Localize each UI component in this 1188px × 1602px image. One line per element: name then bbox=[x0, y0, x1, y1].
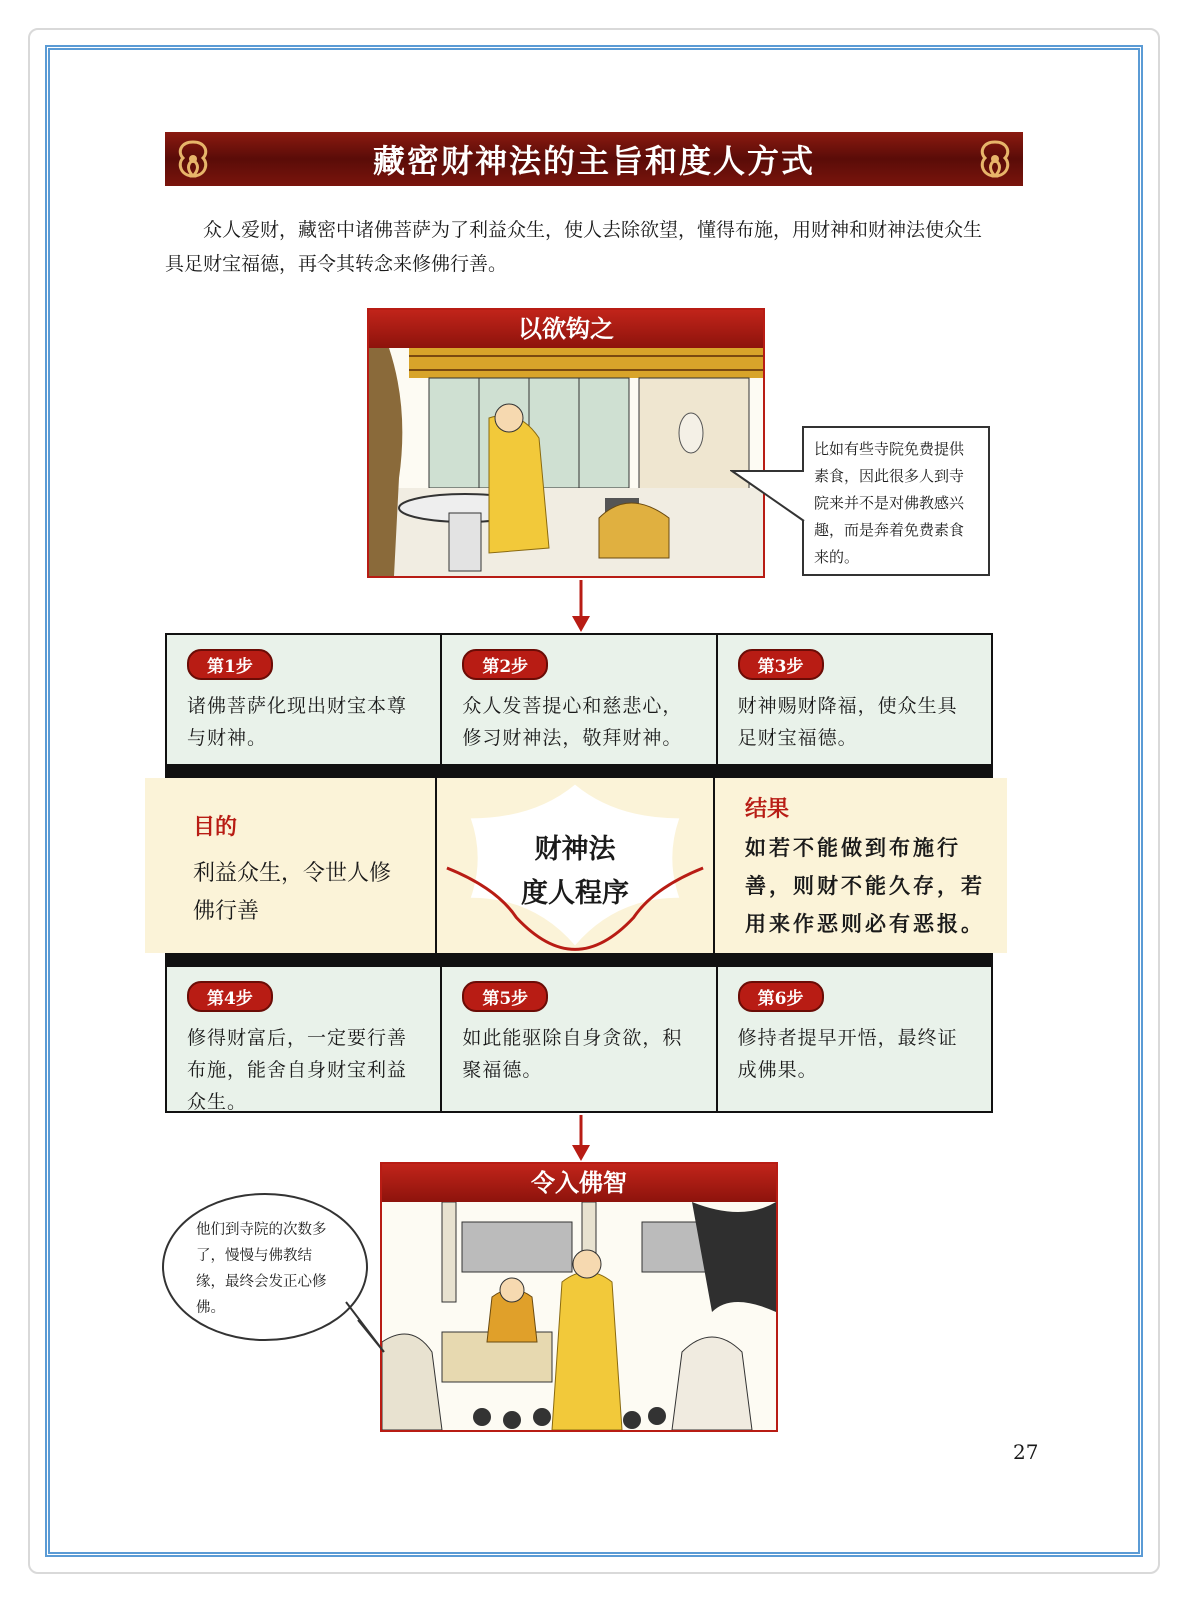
panel-top bbox=[367, 308, 765, 578]
step-text: 如此能驱除自身贪欲，积聚福德。 bbox=[462, 1027, 683, 1081]
step-badge: 第4步 bbox=[187, 981, 273, 1012]
cloud-ornament-icon bbox=[173, 138, 213, 180]
step-3 bbox=[718, 635, 991, 764]
center-diamond-block bbox=[435, 778, 715, 953]
step-6 bbox=[718, 967, 991, 1111]
purpose-heading: 目的 bbox=[193, 815, 238, 840]
arrow-down-icon bbox=[570, 580, 592, 632]
step-text: 众人发菩提心和慈悲心，修习财神法，敬拜财神。 bbox=[462, 695, 683, 749]
step-text: 修得财富后，一定要行善布施，能舍自身财宝利益众生。 bbox=[187, 1027, 408, 1113]
cloud-ornament-icon bbox=[975, 138, 1015, 180]
page-number: 27 bbox=[1013, 1440, 1039, 1464]
step-1 bbox=[167, 635, 442, 764]
intro-paragraph: 众人爱财，藏密中诸佛菩萨为了利益众生，使人去除欲望，懂得布施，用财神和财神法使众生具足财宝福德，再令其转念来修佛行善。 bbox=[165, 219, 983, 275]
speech-tail bbox=[340, 1300, 386, 1356]
panel-bottom-header: 令入佛智 bbox=[382, 1164, 776, 1202]
step-text: 财神赐财降福，使众生具足财宝福德。 bbox=[737, 695, 958, 749]
panel-bottom bbox=[380, 1162, 778, 1432]
callout-pointer bbox=[730, 465, 810, 525]
step-badge: 第2步 bbox=[462, 649, 548, 680]
step-2 bbox=[442, 635, 717, 764]
step-text: 诸佛菩萨化现出财宝本尊与财神。 bbox=[187, 695, 408, 749]
middle-band bbox=[145, 778, 1007, 953]
page-title: 藏密财神法的主旨和度人方式 bbox=[372, 142, 815, 180]
step-text: 修持者提早开悟，最终证成佛果。 bbox=[737, 1027, 958, 1081]
diamond-line-2: 度人程序 bbox=[521, 878, 629, 909]
panel-top-header: 以欲钩之 bbox=[369, 310, 763, 348]
diamond-line-1: 财神法 bbox=[534, 834, 616, 865]
diamond-label bbox=[437, 828, 713, 916]
step-badge: 第1步 bbox=[187, 649, 273, 680]
step-5 bbox=[442, 967, 717, 1111]
steps-row-top bbox=[165, 633, 993, 778]
result-heading: 结果 bbox=[745, 797, 790, 822]
steps-row-bottom bbox=[165, 953, 993, 1113]
result-text: 如若不能做到布施行善，则财不能久存，若用来作恶则必有恶报。 bbox=[745, 835, 985, 936]
title-banner bbox=[165, 132, 1023, 186]
callout-speech-bubble: 他们到寺院的次数多了，慢慢与佛教结缘，最终会发正心修佛。 bbox=[162, 1193, 368, 1341]
callout-free-food: 比如有些寺院免费提供素食，因此很多人到寺院来并不是对佛教感兴趣，而是奔着免费素食来的。 bbox=[802, 426, 990, 576]
arrow-down-icon bbox=[570, 1115, 592, 1161]
step-badge: 第3步 bbox=[738, 649, 824, 680]
assembly-illustration bbox=[382, 1202, 776, 1430]
temple-illustration bbox=[369, 348, 763, 576]
purpose-text: 利益众生，令世人修佛行善 bbox=[193, 861, 392, 924]
step-4 bbox=[167, 967, 442, 1111]
step-badge: 第5步 bbox=[462, 981, 548, 1012]
result-block bbox=[715, 778, 1007, 953]
step-badge: 第6步 bbox=[738, 981, 824, 1012]
purpose-block bbox=[145, 778, 435, 953]
